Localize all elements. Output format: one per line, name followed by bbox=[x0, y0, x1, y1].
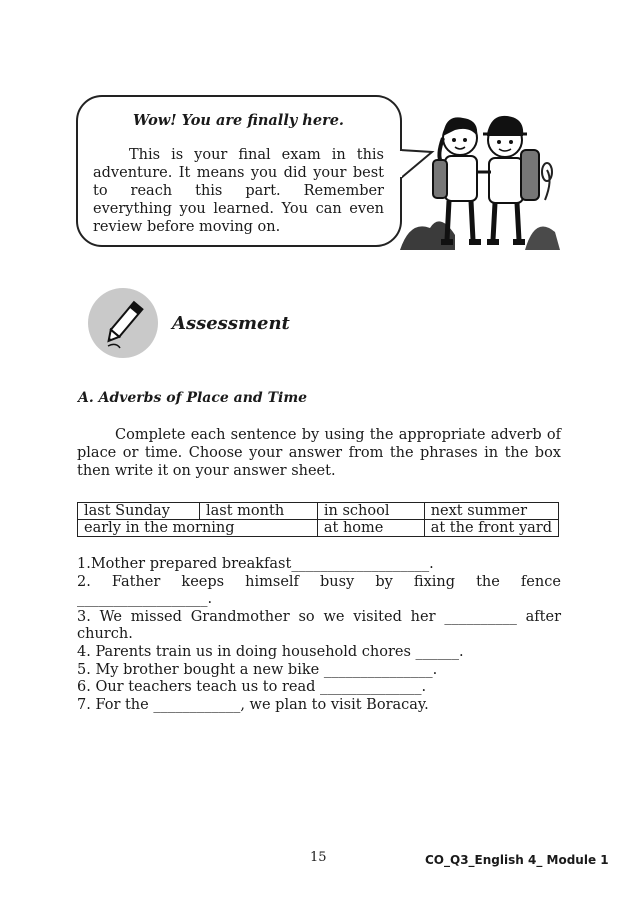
question-5: 5. My brother bought a new bike _______________. bbox=[77, 661, 438, 678]
two-kids-hikers-icon bbox=[395, 100, 565, 255]
phrase-cell: early in the morning bbox=[78, 520, 318, 537]
questions-list bbox=[77, 556, 561, 714]
phrase-cell: last Sunday bbox=[78, 503, 200, 520]
table-row bbox=[78, 520, 559, 537]
footer-module-label: CO_Q3_English 4_ Module 1 bbox=[425, 853, 609, 867]
instructions-text: Complete each sentence by using the appropriate adverb of place or time. Choose your answer from the phrases in the box then write it on your answer sheet. bbox=[77, 427, 561, 479]
bubble-body-text: This is your final exam in this adventure. It means you did your best to reach this part. Remember everything you learned. You can even review before moving on. bbox=[93, 147, 384, 235]
question-3-text: 3. We missed Grandmother so we visited her __________ after bbox=[77, 608, 561, 625]
page-number: 15 bbox=[310, 850, 327, 865]
question-3 bbox=[77, 609, 561, 627]
bubble-title: Wow! You are finally here. bbox=[133, 112, 344, 129]
pencil-icon bbox=[88, 288, 158, 358]
phrase-cell: next summer bbox=[424, 503, 558, 520]
phrase-cell: at the front yard bbox=[424, 520, 558, 537]
phrase-cell: last month bbox=[200, 503, 318, 520]
question-2-continuation: __________________. bbox=[77, 591, 213, 608]
question-1: 1.Mother prepared breakfast___________________. bbox=[77, 556, 434, 572]
question-2-word: by bbox=[375, 573, 393, 590]
phrase-cell: in school bbox=[317, 503, 424, 520]
question-4: 4. Parents train us in doing household chores ______. bbox=[77, 643, 464, 660]
question-2-word: Father bbox=[111, 573, 161, 590]
question-2-word: himself bbox=[245, 573, 299, 590]
question-2-word: fence bbox=[520, 573, 561, 590]
bubble-body bbox=[93, 146, 384, 236]
section-a-title: A. Adverbs of Place and Time bbox=[78, 390, 308, 406]
question-6: 6. Our teachers teach us to read ______________. bbox=[77, 679, 427, 696]
question-2-word: busy bbox=[320, 573, 355, 590]
table-row bbox=[78, 503, 559, 520]
question-2-word: fixing bbox=[413, 573, 456, 590]
question-3-continuation: church. bbox=[77, 626, 133, 643]
question-2-word: keeps bbox=[181, 573, 225, 590]
question-2-word: 2. bbox=[77, 573, 91, 590]
question-2-word: the bbox=[476, 573, 500, 590]
question-2 bbox=[77, 574, 561, 592]
question-7: 7. For the ____________, we plan to visit Boracay. bbox=[77, 696, 429, 713]
phrase-cell: at home bbox=[317, 520, 424, 537]
phrases-box bbox=[77, 502, 559, 537]
assessment-title: Assessment bbox=[172, 313, 290, 334]
section-a-instructions bbox=[77, 426, 561, 480]
